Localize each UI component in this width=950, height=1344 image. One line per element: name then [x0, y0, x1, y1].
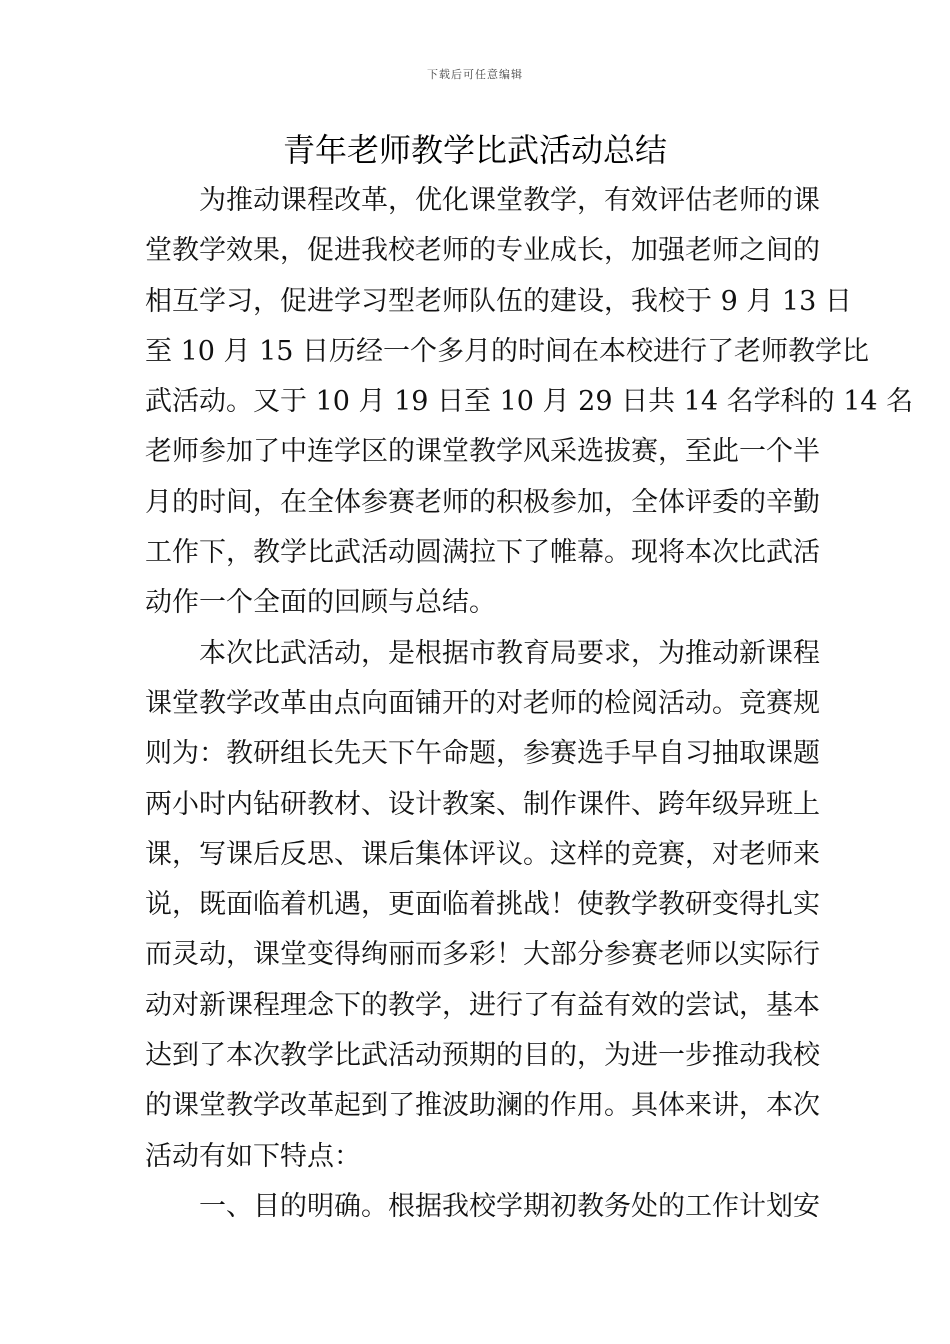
text-line: 至 10 月 15 日历经一个多月的时间在本校进行了老师教学比: [145, 335, 870, 367]
text-line: 相互学习，促进学习型老师队伍的建设，我校于 9 月 13 日: [145, 285, 852, 317]
document-title: 青年老师教学比武活动总结: [282, 131, 667, 169]
text-line: 堂教学效果，促进我校老师的专业成长，加强老师之间的: [145, 235, 820, 267]
text-line: 课，写课后反思、课后集体评议。这样的竞赛，对老师来: [145, 838, 820, 870]
text-line: 两小时内钻研教材、设计教案、制作课件、跨年级异班上: [145, 788, 820, 820]
paragraph-1: [145, 176, 914, 629]
text-line: 武活动。又于 10 月 19 日至 10 月 29 日共 14 名学科的 14 名: [145, 386, 914, 418]
text-line: 动对新课程理念下的教学，进行了有益有效的尝试，基本: [145, 989, 820, 1021]
text-line: 为推动课程改革，优化课堂教学，有效评估老师的课: [199, 185, 820, 216]
text-line: 而灵动，课堂变得绚丽而多彩！大部分参赛老师以实际行: [145, 939, 820, 971]
text-line: 则为：教研组长先天下午命题，参赛选手早自习抽取课题: [145, 738, 820, 770]
paragraph-2: [145, 629, 820, 1182]
paragraph-3: [145, 1182, 820, 1232]
text-line: 老师参加了中连学区的课堂教学风采选拔赛，至此一个半: [145, 436, 820, 468]
text-line: 说，既面临着机遇，更面临着挑战！使教学教研变得扎实: [145, 889, 820, 921]
document-body: [145, 176, 914, 1232]
text-line: 课堂教学改革由点向面铺开的对老师的检阅活动。竞赛规: [145, 687, 820, 719]
text-line: 达到了本次教学比武活动预期的目的，为进一步推动我校: [145, 1040, 820, 1072]
text-line: 本次比武活动，是根据市教育局要求，为推动新课程: [199, 637, 820, 669]
text-line: 的课堂教学改革起到了推波助澜的作用。具体来讲，本次: [145, 1090, 820, 1122]
text-line: 月的时间，在全体参赛老师的积极参加，全体评委的辛勤: [145, 486, 820, 518]
text-line: 活动有如下特点：: [145, 1140, 361, 1172]
header-note: 下载后可任意编辑: [427, 68, 523, 81]
text-line: 一、目的明确。根据我校学期初教务处的工作计划安: [199, 1190, 820, 1222]
text-line: 工作下，教学比武活动圆满拉下了帷幕。现将本次比武活: [145, 537, 820, 569]
text-line: 动作一个全面的回顾与总结。: [145, 587, 496, 619]
